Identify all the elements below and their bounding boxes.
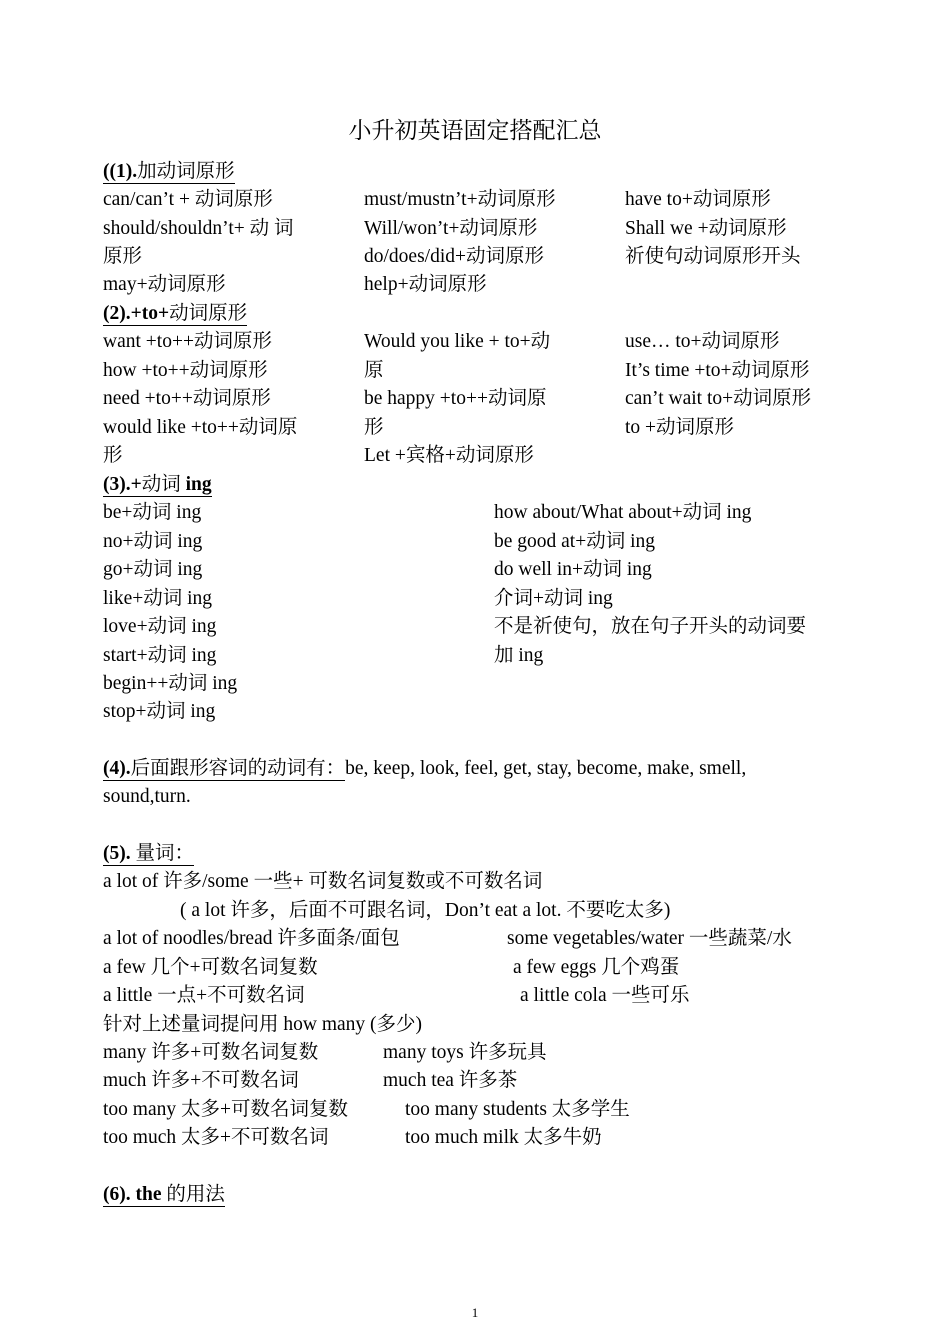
s2-c2-line: Let +宾格+动词原形 <box>364 445 534 466</box>
s5-row-right: a little cola 一些可乐 <box>520 985 690 1006</box>
s1-c1-line: should/shouldn’t+ 动 词 <box>103 218 294 239</box>
section-1-heading <box>103 158 235 186</box>
s1-c1-line: 原形 <box>103 246 143 267</box>
section-4-verbs: be, keep, look, feel, get, stay, become, make, smell, <box>345 758 747 779</box>
section-3-title-suffix: ing <box>185 474 212 495</box>
s5-line: ( a lot 许多，后面不可跟名词，Don’t eat a lot. 不要吃太多) <box>180 900 671 921</box>
s5-row-right: many toys 许多玩具 <box>383 1042 547 1063</box>
s2-c1-line: need +to++动词原形 <box>103 388 271 409</box>
s1-c1-line: may+动词原形 <box>103 274 226 295</box>
section-6-heading <box>103 1181 225 1209</box>
section-3-heading <box>103 471 212 499</box>
section-2-heading <box>103 300 247 328</box>
s1-c2-line: help+动词原形 <box>364 274 487 295</box>
section-5-number: (5). <box>103 843 131 864</box>
section-2-number: (2).+to+ <box>103 303 170 324</box>
s2-c2-line: Would you like + to+动 <box>364 331 551 352</box>
s5-line: a lot of 许多/some 一些+ 可数名词复数或不可数名词 <box>103 871 543 892</box>
section-1-number: ((1). <box>103 161 138 182</box>
s2-c1-line: how +to++动词原形 <box>103 360 268 381</box>
s2-c3-line: It’s time +to+动词原形 <box>625 360 810 381</box>
s1-c3-line: Shall we +动词原形 <box>625 218 787 239</box>
section-6-number: (6). the <box>103 1184 162 1205</box>
s3-c2-line: how about/What about+动词 ing <box>494 502 752 523</box>
s5-row-right: a few eggs 几个鸡蛋 <box>513 957 680 978</box>
s5-row-left: too much 太多+不可数名词 <box>103 1127 329 1148</box>
s3-c2-line: 介词+动词 ing <box>494 588 613 609</box>
s2-c1-line: want +to++动词原形 <box>103 331 272 352</box>
s5-row-right: too many students 太多学生 <box>405 1099 630 1120</box>
s3-c1-line: go+动词 ing <box>103 559 203 580</box>
s3-c2-line: 不是祈使句，放在句子开头的动词要 <box>494 616 807 637</box>
section-5-title: 量词： <box>130 843 195 864</box>
s1-c2-line: do/does/did+动词原形 <box>364 246 544 267</box>
s3-c1-line: be+动词 ing <box>103 502 202 523</box>
s2-c3-line: use… to+动词原形 <box>625 331 780 352</box>
s1-c2-line: Will/won’t+动词原形 <box>364 218 538 239</box>
s2-c2-line: 原 <box>364 360 384 381</box>
s5-row-right: much tea 许多茶 <box>383 1070 518 1091</box>
section-4-line-2: sound,turn. <box>103 786 191 807</box>
section-1-title: 加动词原形 <box>137 161 235 182</box>
s3-c1-line: love+动词 ing <box>103 616 217 637</box>
s5-row-left: a few 几个+可数名词复数 <box>103 957 318 978</box>
section-3-number: (3).+ <box>103 474 142 495</box>
s5-row-left: too many 太多+可数名词复数 <box>103 1099 348 1120</box>
s3-c1-line: stop+动词 ing <box>103 701 216 722</box>
section-2-title: 动词原形 <box>169 303 248 324</box>
s3-c1-line: begin++动词 ing <box>103 673 238 694</box>
s2-c1-line: would like +to++动词原 <box>103 417 298 438</box>
section-4-title: 后面跟形容词的动词有： <box>130 758 346 779</box>
section-5-heading <box>103 840 194 868</box>
s2-c2-line: be happy +to++动词原 <box>364 388 547 409</box>
s3-c2-line: 加 ing <box>494 645 544 666</box>
s1-c3-line: 祈使句动词原形开头 <box>625 246 801 267</box>
s3-c2-line: be good at+动词 ing <box>494 531 656 552</box>
section-3-title: 动词 <box>141 474 186 495</box>
section-4-number: (4). <box>103 758 131 779</box>
s3-c1-line: start+动词 ing <box>103 645 217 666</box>
page-title: 小升初英语固定搭配汇总 <box>348 118 602 143</box>
s1-c2-line: must/mustn’t+动词原形 <box>364 189 556 210</box>
s3-c1-line: no+动词 ing <box>103 531 203 552</box>
s2-c3-line: can’t wait to+动词原形 <box>625 388 812 409</box>
s2-c1-line: 形 <box>103 445 123 466</box>
s5-row-left: a lot of noodles/bread 许多面条/面包 <box>103 928 400 949</box>
page-number: 1 <box>471 1305 479 1320</box>
s5-row-left: much 许多+不可数名词 <box>103 1070 299 1091</box>
s3-c2-line: do well in+动词 ing <box>494 559 652 580</box>
s1-c3-line: have to+动词原形 <box>625 189 771 210</box>
section-4-line-1 <box>103 755 746 783</box>
s2-c2-line: 形 <box>364 417 384 438</box>
s2-c3-line: to +动词原形 <box>625 417 735 438</box>
s5-line: 针对上述量词提问用 how many (多少) <box>103 1014 423 1035</box>
s5-row-left: many 许多+可数名词复数 <box>103 1042 319 1063</box>
s5-row-left: a little 一点+不可数名词 <box>103 985 305 1006</box>
s5-row-right: too much milk 太多牛奶 <box>405 1127 602 1148</box>
s5-row-right: some vegetables/water 一些蔬菜/水 <box>507 928 792 949</box>
section-6-title: 的用法 <box>161 1184 225 1205</box>
s3-c1-line: like+动词 ing <box>103 588 213 609</box>
s1-c1-line: can/can’t + 动词原形 <box>103 189 273 210</box>
